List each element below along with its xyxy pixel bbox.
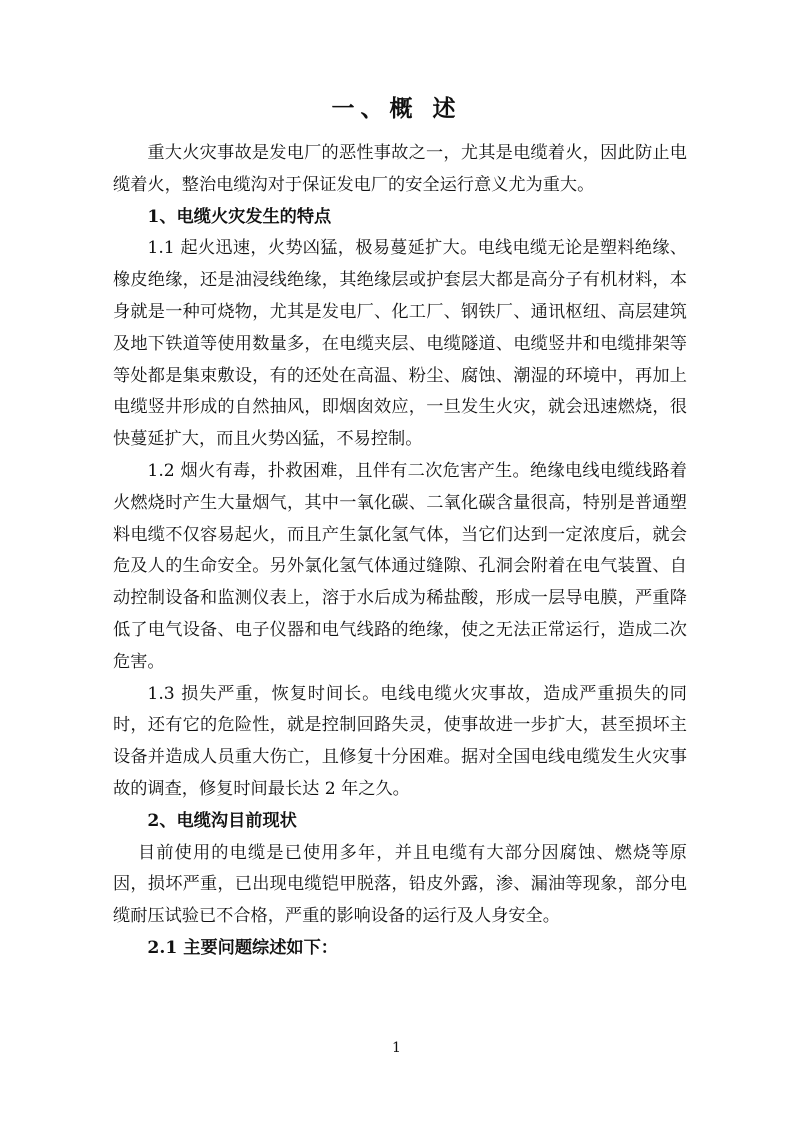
paragraph-2: 目前使用的电缆是已使用多年，并且电缆有大部分因腐蚀、燃烧等原因，损坏严重，已出现电缆铠甲脱落，铅皮外露，渗、漏油等现象，部分电缆耐压试验已不合格，严重的影响设备的运行及人身安全。 bbox=[113, 842, 687, 927]
paragraph-1-1: 1.1 起火迅速，火势凶猛，极易蔓延扩大。电线电缆无论是塑料绝缘、橡皮绝缘，还是油浸线绝缘，其绝缘层或护套层大都是高分子有机材料，本身就是一种可烧物，尤其是发电厂、化工厂、钢铁厂、通讯枢纽、高层建筑及地下铁道等使用数量多，在电缆夹层、电缆隧道、电缆竖井和电缆排架等等处都是集束敷设，有的还处在高温、粉尘、腐蚀、潮湿的环境中，再加上电缆竖井形成的自然抽风，即烟囱效应，一旦发生火灾，就会迅速燃烧，很快蔓延扩大，而且火势凶猛，不易控制。 bbox=[113, 238, 687, 450]
page-number: 1 bbox=[392, 1040, 401, 1056]
paragraph-1-3: 1.3 损失严重，恢复时间长。电线电缆火灾事故，造成严重损失的同时，还有它的危险性，就是控制回路失灵，使事故进一步扩大，甚至损坏主设备并造成人员重大伤亡，且修复十分困难。据对全国电线电缆发生火灾事故的调查，修复时间最长达 2 年之久。 bbox=[113, 683, 687, 799]
page-title: 一、概 述 bbox=[331, 95, 462, 122]
intro-paragraph: 重大火灾事故是发电厂的恶性事故之一，尤其是电缆着火，因此防止电缆着火，整治电缆沟对于保证发电厂的安全运行意义尤为重大。 bbox=[113, 143, 687, 195]
section-heading-fire-characteristics: 1、电缆火灾发生的特点 bbox=[147, 206, 332, 227]
section-heading-cable-trench-status: 2、电缆沟目前现状 bbox=[147, 810, 297, 831]
subheading-2-1: 2.1 主要问题综述如下： bbox=[147, 937, 338, 958]
paragraph-1-2: 1.2 烟火有毒，扑救困难，且伴有二次危害产生。绝缘电线电缆线路着火燃烧时产生大量烟气，其中一氧化碳、二氧化碳含量很高，特别是普通塑料电缆不仅容易起火，而且产生氯化氢气体，当它们达到一定浓度后，就会危及人的生命安全。另外氯化氢气体通过缝隙、孔洞会附着在电气装置、自动控制设备和监测仪表上，溶于水后成为稀盐酸，形成一层导电膜，严重降低了电气设备、电子仪器和电气线路的绝缘，使之无法正常运行，造成二次危害。 bbox=[113, 460, 687, 672]
document-body bbox=[113, 138, 687, 965]
